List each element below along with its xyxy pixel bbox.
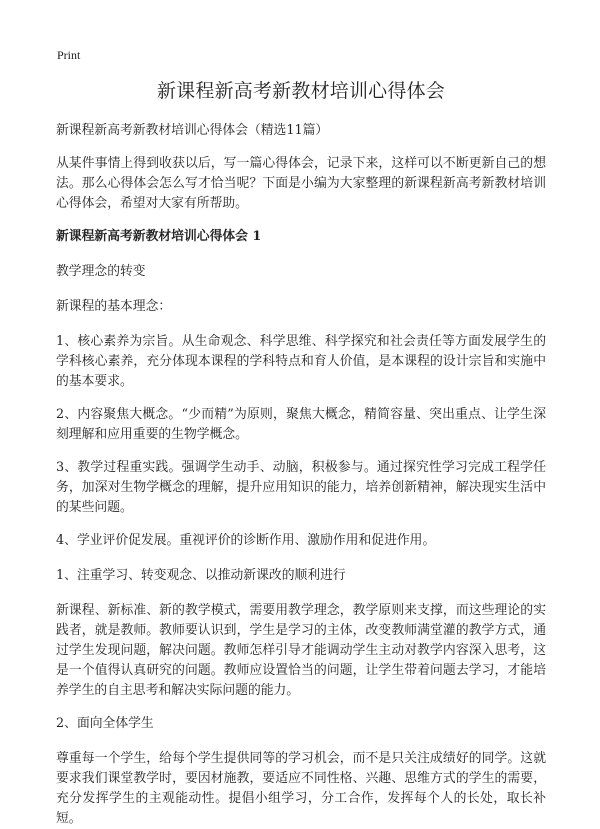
paragraph-new-curriculum: 新课程、新标准、新的教学模式，需要用教学理念，教学原则来支撑，而这些理论的实践者，就是教师。教师要认识到，学生是学习的主体，改变教师满堂灌的教学方式，通过学生发现问题，解决问题。教师怎样引导才能调动学生主动对教学内容深入思考，这是一个值得认真研究的问题。教师应设置恰当的问题，让学生带着问题去学习，才能培养学生的自主思考和解决实际问题的能力。 xyxy=(56,603,546,698)
intro-paragraph: 从某件事情上得到收获以后，写一篇心得体会，记录下来，这样可以不断更新自己的想法。那么心得体会怎么写才恰当呢？下面是小编为大家整理的新课程新高考新教材培训心得体会，希望对大家有所帮助。 xyxy=(56,156,546,211)
article-body xyxy=(56,121,546,829)
paragraph-basic-concepts-label: 新课程的基本理念： xyxy=(56,299,172,314)
print-link[interactable]: Print xyxy=(57,48,81,62)
paragraph-practice: 3、教学过程重实践。强调学生动手、动脑，积极参与。通过探究性学习完成工程学任务，加深对生物学概念的理解，提升应用知识的能力，培养创新精神，解决现实生活中的某些问题。 xyxy=(56,460,546,515)
paragraph-respect-students: 尊重每一个学生，给每个学生提供同等的学习机会，而不是只关注成绩好的同学。这就要求我们课堂教学时，要因材施教，要适应不同性格、兴趣、思维方式的学生的需要，充分发挥学生的主观能动性。提倡小组学习，分工合作，发挥每个人的长处，取长补短。 xyxy=(56,751,546,826)
paragraph-evaluation: 4、学业评价促发展。重视评价的诊断作用、激励作用和促进作用。 xyxy=(56,533,436,548)
paragraph-all-students-heading: 2、面向全体学生 xyxy=(56,716,154,731)
paragraph-focus-learning: 1、注重学习、转变观念、以推动新课改的顺利进行 xyxy=(56,568,346,583)
page-title: 新课程新高考新教材培训心得体会 xyxy=(156,80,445,102)
paragraph-big-concepts: 2、内容聚焦大概念。“少而精”为原则，聚焦大概念，精简容量、突出重点、让学生深刻理解和应用重要的生物学概念。 xyxy=(56,407,546,442)
section-heading-1: 新课程新高考新教材培训心得体会 1 xyxy=(56,229,262,244)
paragraph-teaching-concept-shift: 教学理念的转变 xyxy=(56,264,146,279)
article-subtitle: 新课程新高考新教材培训心得体会（精选11篇） xyxy=(56,123,329,138)
paragraph-core-literacy: 1、核心素养为宗旨。从生命观念、科学思维、科学探究和社会责任等方面发展学生的学科核心素养，充分体现本课程的学科特点和育人价值，是本课程的设计宗旨和实施中的基本要求。 xyxy=(56,334,546,389)
